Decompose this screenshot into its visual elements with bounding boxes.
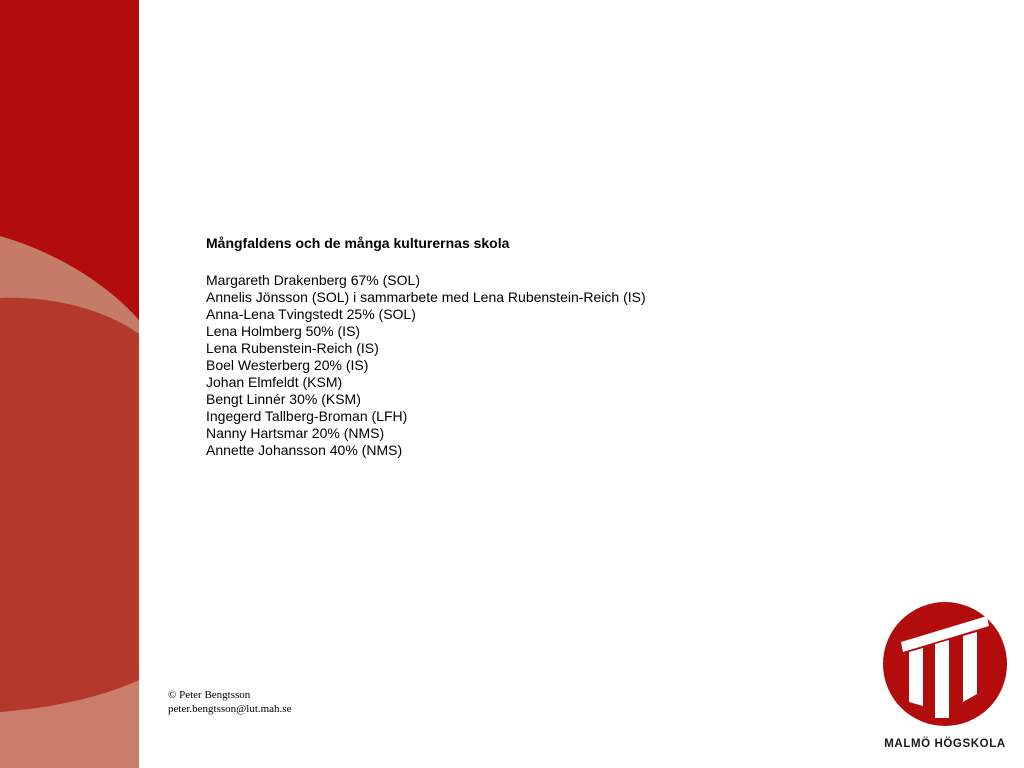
malmo-hogskola-logo-icon — [883, 602, 1007, 726]
list-item: Johan Elmfeldt (KSM) — [206, 374, 343, 390]
logo-wordmark: MALMÖ HÖGSKOLA — [884, 738, 1006, 750]
main-content — [206, 235, 906, 459]
footer — [168, 688, 291, 716]
email-text: peter.bengtsson@lut.mah.se — [168, 703, 292, 715]
list-item: Lena Holmberg 50% (IS) — [206, 323, 361, 339]
copyright-text: © Peter Bengtsson — [168, 689, 251, 701]
list-item: Margareth Drakenberg 67% (SOL) — [206, 272, 420, 288]
list-item: Annette Johansson 40% (NMS) — [206, 442, 403, 458]
people-list — [206, 272, 906, 459]
list-item: Ingegerd Tallberg-Broman (LFH) — [206, 408, 408, 424]
list-item: Bengt Linnér 30% (KSM) — [206, 391, 361, 407]
malmo-hogskola-logo — [880, 602, 1010, 752]
list-item: Nanny Hartsmar 20% (NMS) — [206, 425, 385, 441]
list-item: Annelis Jönsson (SOL) i sammarbete med Lena Rubenstein-Reich (IS) — [206, 289, 646, 305]
slide-heading: Mångfaldens och de många kulturernas skola — [206, 235, 510, 251]
list-item: Lena Rubenstein-Reich (IS) — [206, 340, 379, 356]
list-item: Boel Westerberg 20% (IS) — [206, 357, 369, 373]
list-item: Anna-Lena Tvingstedt 25% (SOL) — [206, 306, 416, 322]
decorative-sidebar — [0, 0, 139, 768]
